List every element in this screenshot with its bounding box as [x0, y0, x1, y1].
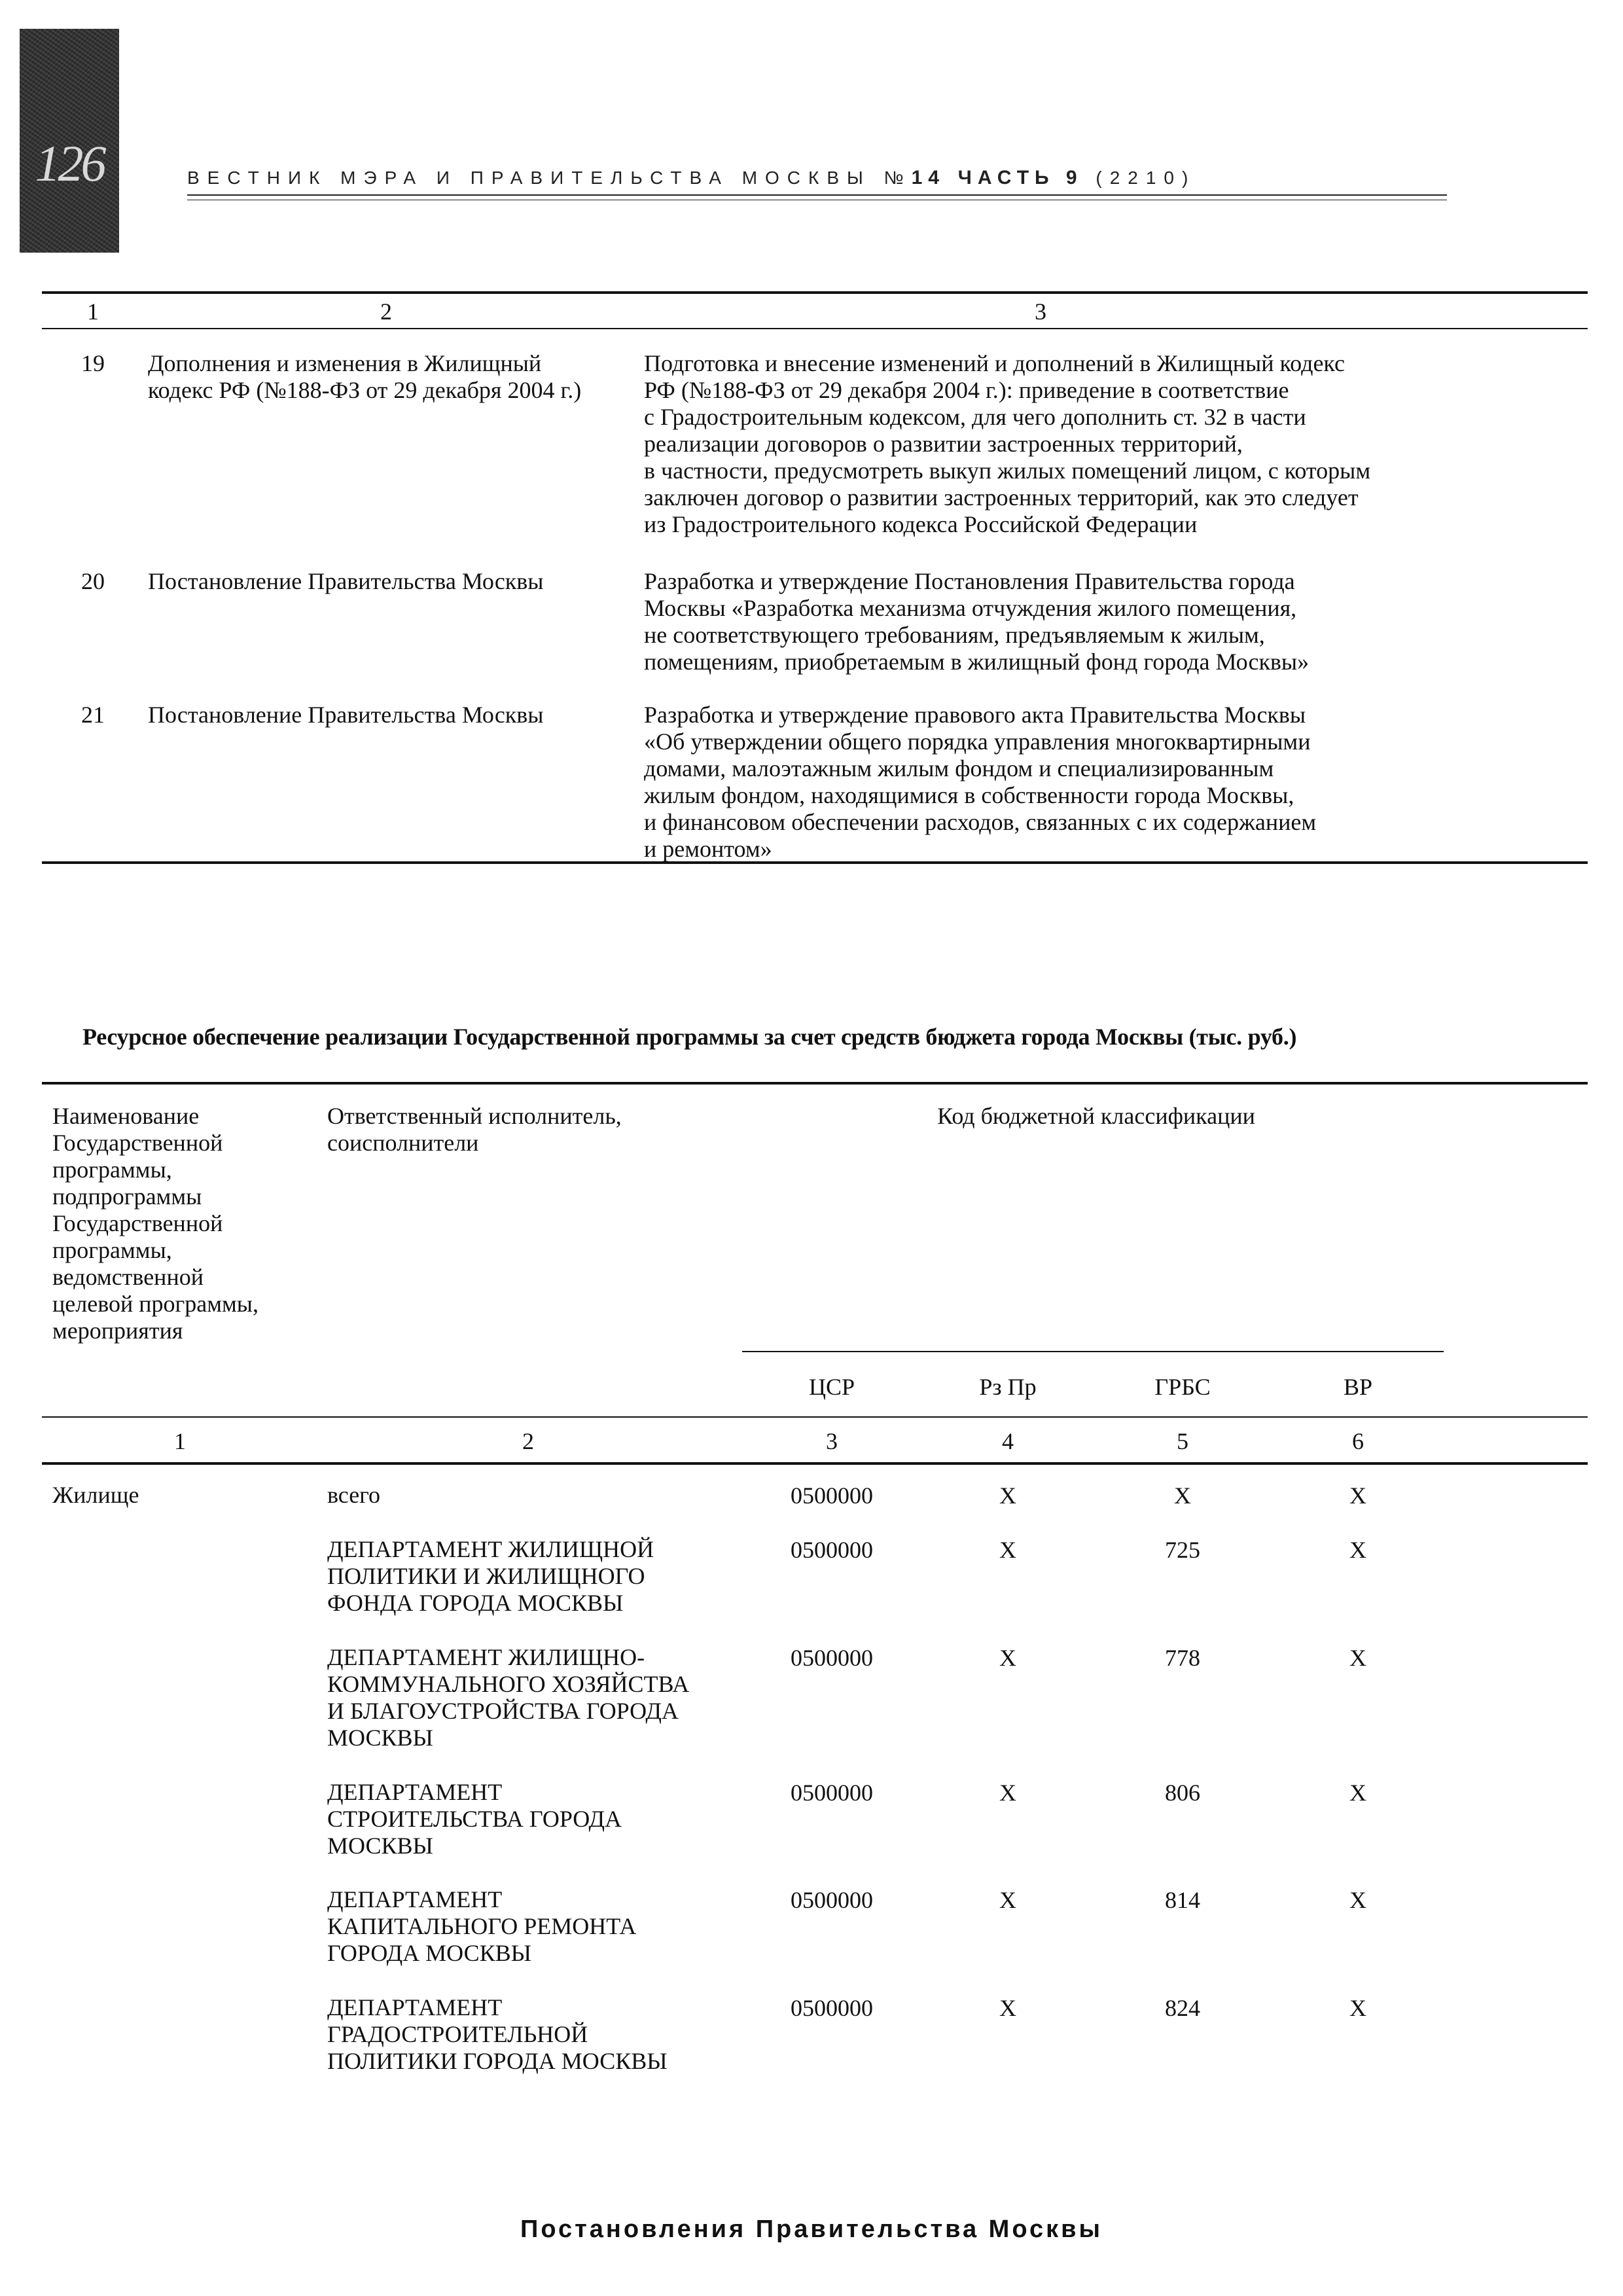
measure-line: реализации договоров о развитии застроенных территорий,: [644, 431, 1243, 457]
table1-row-document: [148, 568, 632, 595]
measure-line: домами, малоэтажным жилым фондом и специализированным: [644, 755, 1274, 781]
journal-title: ВЕСТНИК МЭРА И ПРАВИТЕЛЬСТВА МОСКВЫ №: [187, 168, 912, 188]
header-name-line: подпрограммы: [52, 1183, 202, 1210]
responsible-line: И БЛАГОУСТРОЙСТВА ГОРОДА: [327, 1698, 679, 1724]
measure-line: РФ (№188-ФЗ от 29 декабря 2004 г.): приведение в соответствие: [644, 377, 1289, 403]
measure-line: заключен договор о развитии застроенных территорий, как это следует: [644, 484, 1359, 511]
measure-line: и финансовом обеспечении расходов, связанных с их содержанием: [644, 809, 1317, 835]
vr-code: X: [1349, 1537, 1366, 1563]
responsible-executor: [327, 1994, 746, 2075]
responsible-line: ГРАДОСТРОИТЕЛЬНОЙ: [327, 2021, 588, 2047]
table2-subheader-rzpr: Рз Пр: [979, 1374, 1037, 1400]
responsible-line: ПОЛИТИКИ И ЖИЛИЩНОГО: [327, 1563, 645, 1589]
responsible-executor: [327, 1886, 746, 1967]
header-responsible-line: Ответственный исполнитель,: [327, 1103, 622, 1129]
table2-colnum-5: 5: [1177, 1428, 1188, 1454]
grbs-code: 725: [1165, 1537, 1200, 1563]
table2-subheader-grbs: ГРБС: [1154, 1374, 1211, 1400]
responsible-line: ДЕПАРТАМЕНТ: [327, 1779, 503, 1805]
responsible-line: ПОЛИТИКИ ГОРОДА МОСКВЫ: [327, 2048, 668, 2074]
header-name-line: ведомственной: [52, 1264, 204, 1290]
responsible-line: ДЕПАРТАМЕНТ ЖИЛИЩНОЙ: [327, 1536, 654, 1562]
issue-part: ЧАСТЬ 9: [957, 167, 1083, 188]
responsible-executor: [327, 1644, 746, 1751]
measure-line: помещениям, приобретаемым в жилищный фонд города Москвы»: [644, 649, 1310, 675]
issue-serial: (2210): [1096, 168, 1196, 188]
table1-row-measure: [644, 568, 1449, 675]
vr-code: X: [1349, 1995, 1366, 2021]
csr-code: 0500000: [791, 1780, 873, 1806]
vr-code: X: [1349, 1645, 1366, 1671]
responsible-line: МОСКВЫ: [327, 1833, 433, 1859]
grbs-code: 778: [1165, 1645, 1200, 1671]
document-line: Постановление Правительства Москвы: [148, 568, 544, 594]
issue-number: 14: [911, 167, 945, 188]
header-name-line: Государственной: [52, 1130, 223, 1156]
csr-code: 0500000: [791, 1995, 873, 2021]
csr-code: 0500000: [791, 1887, 873, 1913]
header-name-line: мероприятия: [52, 1318, 183, 1344]
rzpr-code: X: [999, 1645, 1016, 1671]
program-name: Жилище: [52, 1482, 139, 1508]
table1-header-rule: [42, 328, 1588, 329]
document-line: Постановление Правительства Москвы: [148, 702, 544, 728]
table2-top-rule: [42, 1082, 1588, 1085]
table2-colnum-4: 4: [1002, 1428, 1014, 1454]
measure-line: в частности, предусмотреть выкуп жилых помещений лицом, с которым: [644, 457, 1371, 484]
table1-row-measure: [644, 350, 1449, 538]
responsible-executor: [327, 1482, 746, 1509]
responsible-line: КОММУНАЛЬНОГО ХОЗЯЙСТВА: [327, 1671, 690, 1697]
measure-line: не соответствующего требованиям, предъявляемым к жилым,: [644, 622, 1265, 648]
measure-line: и ремонтом»: [644, 836, 772, 862]
measure-line: Разработка и утверждение Постановления Правительства города: [644, 568, 1295, 594]
measure-line: жилым фондом, находящимися в собственности города Москвы,: [644, 782, 1294, 808]
rzpr-code: X: [999, 1482, 1016, 1509]
responsible-line: МОСКВЫ: [327, 1725, 433, 1751]
responsible-line: КАПИТАЛЬНОГО РЕМОНТА: [327, 1913, 637, 1939]
table2-colnum-6: 6: [1352, 1428, 1364, 1454]
grbs-code: 824: [1165, 1995, 1200, 2021]
responsible-line: ДЕПАРТАМЕНТ: [327, 1886, 503, 1912]
document-line: Дополнения и изменения в Жилищный: [148, 350, 542, 376]
table1-header-3: 3: [1035, 298, 1046, 325]
vr-code: X: [1349, 1887, 1366, 1913]
table1-bottom-rule: [42, 861, 1588, 864]
page-footer: Постановления Правительства Москвы: [520, 2215, 1103, 2243]
rzpr-code: X: [999, 1537, 1016, 1563]
table2-colnum-3: 3: [826, 1428, 838, 1454]
table2-subheader-vr: ВР: [1343, 1374, 1373, 1400]
grbs-code: 806: [1165, 1780, 1200, 1806]
responsible-executor: [327, 1779, 746, 1859]
header-name-line: программы,: [52, 1237, 172, 1263]
header-name-line: программы,: [52, 1157, 172, 1183]
table2-subheader-csr: ЦСР: [808, 1374, 855, 1400]
rzpr-code: X: [999, 1887, 1016, 1913]
header-responsible-line: соисполнители: [327, 1130, 479, 1156]
table1-row-measure: [644, 702, 1449, 863]
responsible-line: ДЕПАРТАМЕНТ ЖИЛИЩНО-: [327, 1644, 645, 1670]
grbs-code: 814: [1165, 1887, 1200, 1913]
table2-colnum-rule: [42, 1462, 1588, 1465]
csr-code: 0500000: [791, 1645, 873, 1671]
responsible-line: всего: [327, 1482, 381, 1508]
journal-header: [187, 167, 1447, 189]
csr-code: 0500000: [791, 1482, 873, 1509]
table1-row-document: [148, 350, 632, 404]
header-rule: [187, 194, 1447, 196]
table2-header-name: [52, 1103, 314, 1344]
table1-row-number: 21: [81, 702, 105, 728]
table1-header-1: 1: [87, 298, 99, 325]
measure-line: Москвы «Разработка механизма отчуждения жилого помещения,: [644, 595, 1297, 621]
grbs-code: X: [1174, 1482, 1191, 1509]
table2-colnum-2: 2: [522, 1428, 534, 1454]
rzpr-code: X: [999, 1995, 1016, 2021]
table1-row-document: [148, 702, 632, 728]
page-number: 126: [35, 135, 104, 192]
measure-line: из Градостроительного кодекса Российской Федерации: [644, 511, 1198, 537]
table1-top-rule: [42, 291, 1588, 294]
responsible-line: СТРОИТЕЛЬСТВА ГОРОДА: [327, 1806, 622, 1832]
rzpr-code: X: [999, 1780, 1016, 1806]
measure-line: Подготовка и внесение изменений и дополнений в Жилищный кодекс: [644, 350, 1345, 376]
document-line: кодекс РФ (№188-ФЗ от 29 декабря 2004 г.): [148, 377, 582, 403]
table1-header-2: 2: [380, 298, 392, 325]
table1-row-number: 19: [81, 350, 105, 376]
header-name-line: целевой программы,: [52, 1291, 259, 1317]
responsible-line: ДЕПАРТАМЕНТ: [327, 1994, 503, 2020]
table1-row-number: 20: [81, 568, 105, 594]
header-name-line: Государственной: [52, 1210, 223, 1236]
csr-code: 0500000: [791, 1537, 873, 1563]
measure-line: с Градостроительным кодексом, для чего дополнить ст. 32 в части: [644, 404, 1306, 430]
table2-header-code: Код бюджетной классификации: [937, 1103, 1255, 1129]
table2-colnum-1: 1: [174, 1428, 186, 1454]
responsible-line: ГОРОДА МОСКВЫ: [327, 1940, 532, 1966]
table2-header-responsible: [327, 1103, 746, 1157]
measure-line: Разработка и утверждение правового акта Правительства Москвы: [644, 702, 1306, 728]
table2-subheader-rule: [742, 1351, 1444, 1352]
vr-code: X: [1349, 1780, 1366, 1806]
header-name-line: Наименование: [52, 1103, 200, 1129]
section-title: Ресурсное обеспечение реализации Государственной программы за счет средств бюджета города Москвы (тыс. руб.): [82, 1024, 1297, 1050]
responsible-line: ФОНДА ГОРОДА МОСКВЫ: [327, 1590, 624, 1616]
vr-code: X: [1349, 1482, 1366, 1509]
responsible-executor: [327, 1536, 746, 1617]
measure-line: «Об утверждении общего порядка управления многоквартирными: [644, 728, 1311, 755]
table2-header-rule: [42, 1416, 1588, 1418]
